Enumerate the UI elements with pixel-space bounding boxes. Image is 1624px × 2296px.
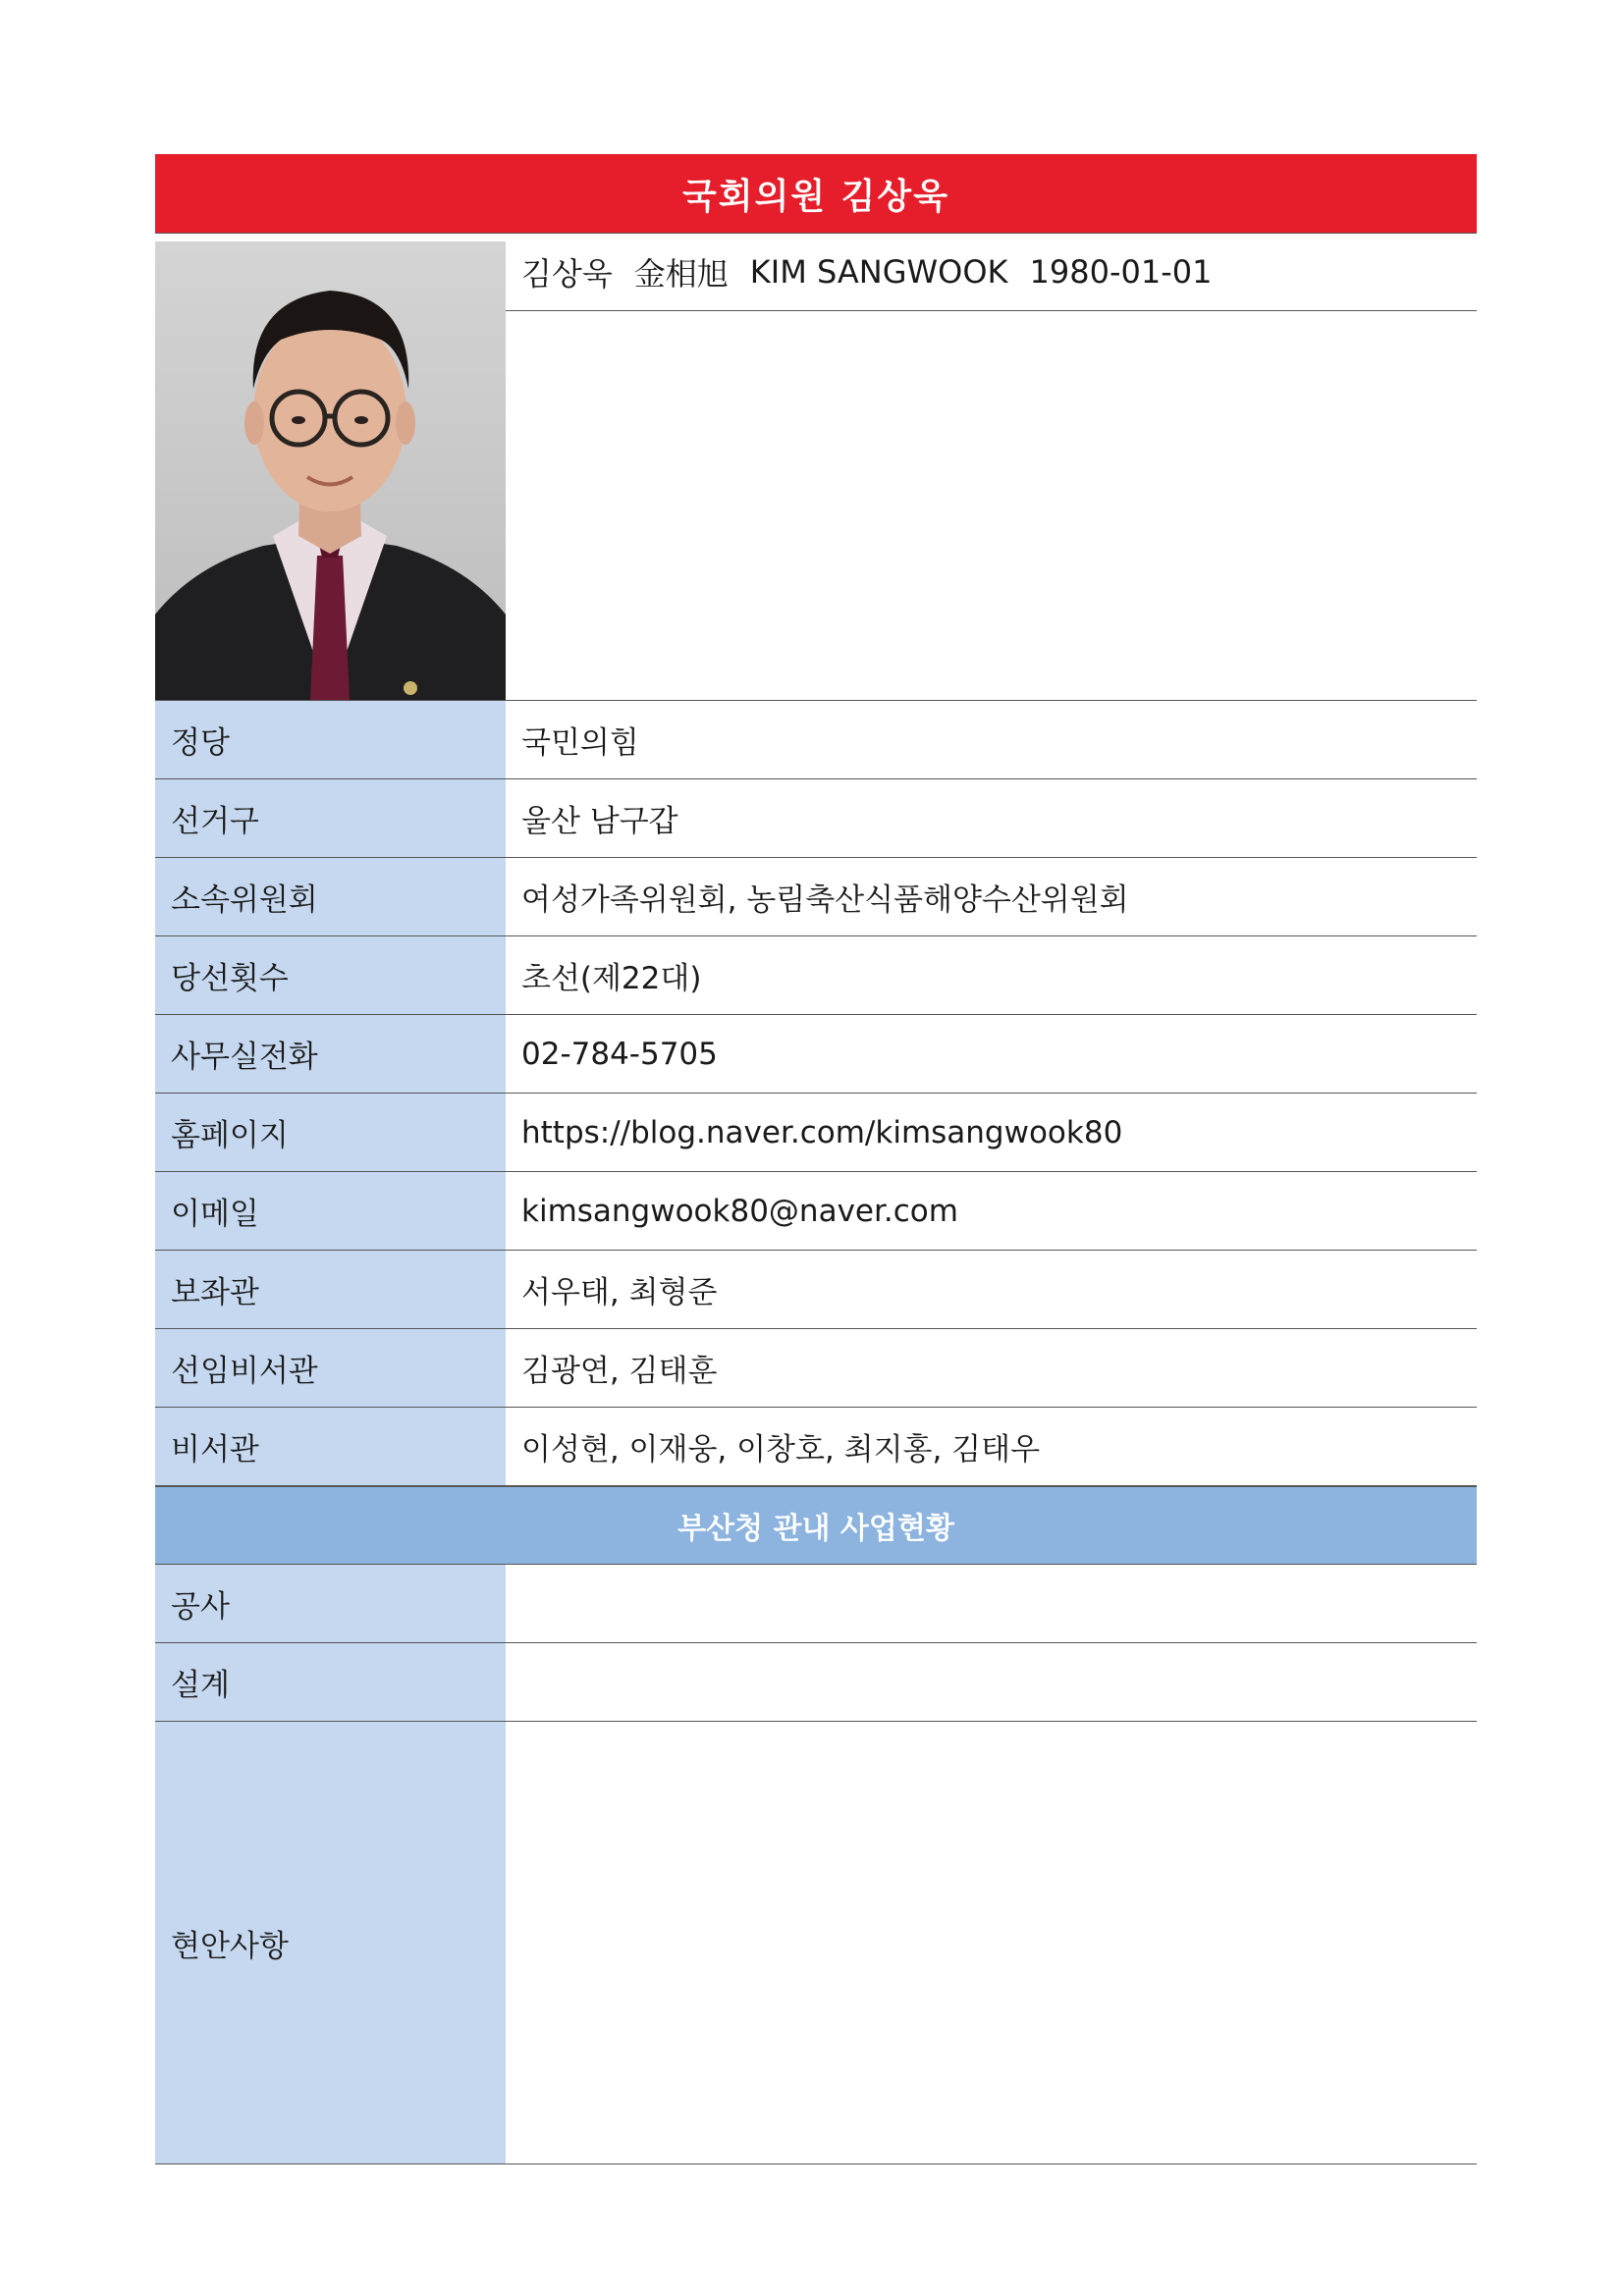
row-senior-secretaries: [155, 1329, 1477, 1408]
row-office-phone: [155, 1015, 1477, 1094]
homepage-link[interactable]: https://blog.naver.com/kimsangwook80: [521, 1114, 1123, 1150]
row-secretaries: [155, 1408, 1477, 1486]
name-korean: 김상욱: [521, 255, 613, 293]
row-homepage: [155, 1094, 1477, 1172]
row-value: [506, 1643, 1477, 1721]
row-committee: [155, 858, 1477, 936]
row-label: 설계: [155, 1643, 506, 1721]
portrait-photo: [155, 241, 506, 700]
row-value: 김광연, 김태훈: [521, 1354, 718, 1389]
name-line: [506, 234, 1477, 311]
row-design: [155, 1643, 1477, 1722]
row-aides: [155, 1251, 1477, 1329]
row-label: 정당: [155, 701, 506, 778]
row-label: 당선횟수: [155, 936, 506, 1014]
name-english: KIM SANGWOOK: [749, 253, 1008, 291]
row-label: 선임비서관: [155, 1329, 506, 1407]
row-value: 이성현, 이재웅, 이창호, 최지홍, 김태우: [521, 1432, 1041, 1468]
birth-date: 1980-01-01: [1029, 253, 1213, 291]
row-construction: [155, 1565, 1477, 1643]
row-party: [155, 701, 1477, 779]
row-value: [506, 1722, 1477, 2163]
row-email: [155, 1172, 1477, 1251]
row-value: 서우태, 최형준: [521, 1275, 718, 1310]
section-title: 부산청 관내 사업현황: [155, 1486, 1477, 1565]
row-value: 울산 남구갑: [521, 804, 678, 839]
email-link[interactable]: kimsangwook80@naver.com: [521, 1193, 958, 1229]
row-value: 02-784-5705: [521, 1036, 718, 1072]
row-label: 현안사항: [155, 1722, 506, 2163]
row-value: 여성가족위원회, 농림축산식품해양수산위원회: [521, 882, 1129, 918]
row-label: 선거구: [155, 779, 506, 857]
row-value: 국민의힘: [521, 725, 639, 761]
row-label: 사무실전화: [155, 1015, 506, 1093]
page-title: 국회의원 김상욱: [155, 154, 1477, 234]
profile-block: [155, 234, 1477, 701]
row-terms: [155, 936, 1477, 1015]
row-label: 이메일: [155, 1172, 506, 1250]
profile-info: [506, 234, 1477, 700]
row-label: 소속위원회: [155, 858, 506, 935]
row-label: 홈페이지: [155, 1094, 506, 1171]
row-label: 보좌관: [155, 1251, 506, 1328]
portrait-icon: [155, 241, 506, 700]
row-value: 초선(제22대): [521, 961, 702, 996]
row-label: 공사: [155, 1565, 506, 1642]
row-value: [506, 1565, 1477, 1642]
name-hanja: 金相旭: [633, 255, 729, 293]
row-label: 비서관: [155, 1408, 506, 1485]
row-issues: [155, 1722, 1477, 2164]
profile-sheet: [155, 154, 1477, 2164]
row-district: [155, 779, 1477, 858]
